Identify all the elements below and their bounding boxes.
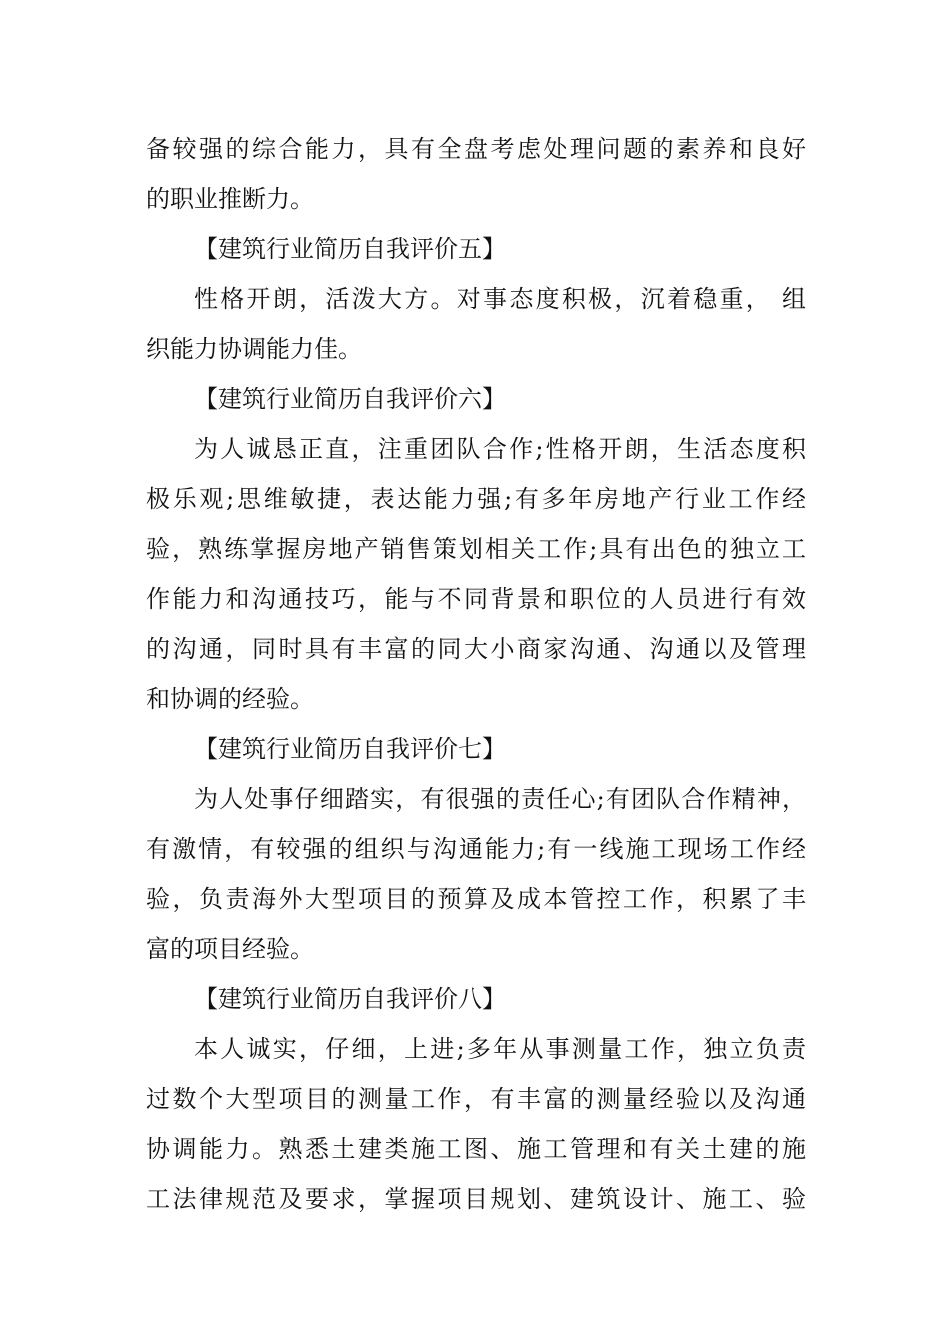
paragraph-line: 和协调的经验。 [146,685,314,713]
paragraph-line: 性格开朗，活泼大方。对事态度积极，沉着稳重， 组 [194,285,806,313]
section-heading-6: 【建筑行业简历自我评价六】 [194,385,506,413]
paragraph-line: 极乐观;思维敏捷，表达能力强;有多年房地产行业工作经 [146,485,806,513]
document-body [146,124,806,1224]
paragraph-line: 协调能力。熟悉土建类施工图、施工管理和有关土建的施 [146,1135,806,1163]
section-heading-7: 【建筑行业简历自我评价七】 [194,735,506,763]
paragraph-line: 验，熟练掌握房地产销售策划相关工作;具有出色的独立工 [146,535,806,563]
paragraph-line: 有激情，有较强的组织与沟通能力;有一线施工现场工作经 [146,835,806,863]
paragraph-line: 富的项目经验。 [146,935,314,963]
section-heading-5: 【建筑行业简历自我评价五】 [194,235,506,263]
paragraph-line: 过数个大型项目的测量工作，有丰富的测量经验以及沟通 [146,1085,806,1113]
paragraph-line: 的沟通，同时具有丰富的同大小商家沟通、沟通以及管理 [146,635,806,663]
paragraph-line: 验，负责海外大型项目的预算及成本管控工作，积累了丰 [146,885,806,913]
paragraph-line: 作能力和沟通技巧，能与不同背景和职位的人员进行有效 [146,585,806,613]
paragraph-line: 的职业推断力。 [146,185,314,213]
paragraph-line: 工法律规范及要求，掌握项目规划、建筑设计、施工、验 [146,1185,806,1213]
paragraph-line: 为人处事仔细踏实，有很强的责任心;有团队合作精神， [194,785,806,813]
paragraph-line: 为人诚恳正直，注重团队合作;性格开朗，生活态度积 [194,435,806,463]
paragraph-line: 织能力协调能力佳。 [146,335,362,363]
paragraph-line: 本人诚实，仔细，上进;多年从事测量工作，独立负责 [194,1035,806,1063]
paragraph-line: 备较强的综合能力，具有全盘考虑处理问题的素养和良好 [146,135,806,163]
section-heading-8: 【建筑行业简历自我评价八】 [194,985,506,1013]
